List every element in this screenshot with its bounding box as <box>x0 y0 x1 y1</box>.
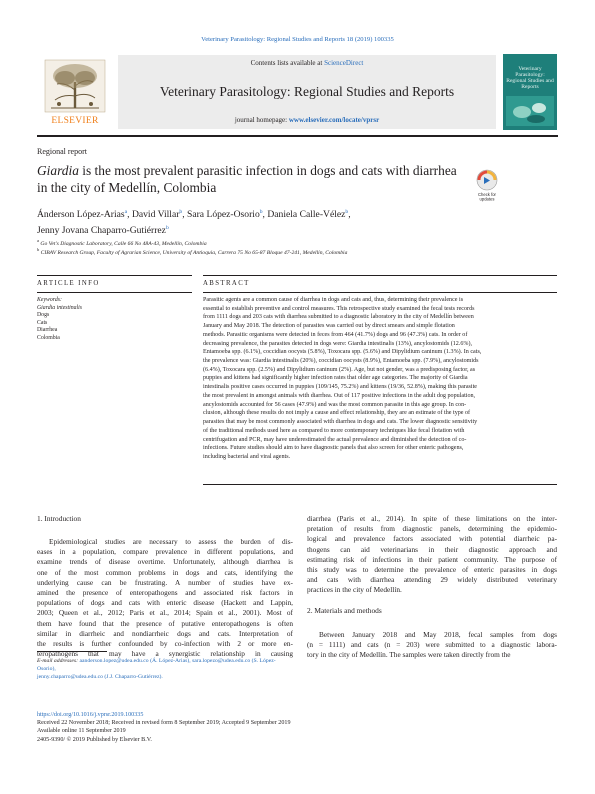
intro-line: similar in diarrheic and nondiarrheic dogs and cats. Interpretation of <box>37 628 293 638</box>
intro-line: teropathogens that may have a synergistic relationship in causing <box>37 649 293 659</box>
author[interactable]: Jenny Jovana Chaparro-Gutiérrez <box>37 225 166 237</box>
affiliation-a <box>37 238 557 247</box>
author[interactable]: David Villar <box>131 209 180 221</box>
received-dates: Received 22 November 2018; Received in revised form 8 September 2019; Accepted 9 September 2019 <box>37 720 291 727</box>
abstract-line: parasites that may be most commonly associated with diarrhea in dogs and cats. The lower diagnostic sensitivity <box>203 419 478 426</box>
author-affil-mark[interactable]: b <box>345 209 349 215</box>
sciencedirect-link[interactable]: ScienceDirect <box>324 59 364 67</box>
col2-line[interactable]: diarrhea (Paris et al., 2014). In spite of these limitations on the inter- <box>307 514 557 523</box>
affiliation-b <box>37 247 557 256</box>
email-link[interactable]: jenny.chaparro@udea.edu.co (J.J. Chaparro-Gutiérrez). <box>37 674 163 680</box>
intro-line: the results is further confounded by co-infection with 2 or more en- <box>37 639 293 649</box>
intro-line[interactable]: 2003; Queen et al., 2012; Paris et al., 2014; Spain et al., 2001). Most of <box>37 608 293 618</box>
running-head[interactable]: Veterinary Parasitology: Regional Studies and Reports 18 (2019) 100335 <box>201 36 394 43</box>
abstract-line: intestinalis positive cases occurred in puppies (109/145, 75.2%) and kittens (19/36, 52.8%), making this parasite <box>203 384 477 391</box>
methods-body <box>307 630 557 661</box>
author-affil-mark[interactable]: b <box>259 209 263 215</box>
intro-line: eases in a population, compare prevalence in different populations, and <box>37 547 293 557</box>
methods-heading: 2. Materials and methods <box>307 606 382 615</box>
homepage-prefix: journal homepage: <box>234 116 288 124</box>
abstract-heading: ABSTRACT <box>203 280 250 287</box>
abstract-line: the prevalence was: Giardia intestinalis (20%), coccidian oocysts (8.9%), Entamoeba spp. (7.9%), ancylostomids <box>203 358 479 365</box>
cover-title: Veterinary Parasitology: Regional Studies and Reports <box>506 66 554 90</box>
abstract-line: essential to establish preventive and control measures. This retrospective study examined the fecal tests records <box>203 305 475 312</box>
abstract-line: (6.4%), Toxocara spp. (2.5%) and Dipylidium caninum (2%). Age, but not gender, was a predisposing factor, as <box>203 366 476 373</box>
elsevier-wordmark: ELSEVIER <box>51 116 99 126</box>
author-affil-mark[interactable]: a <box>124 209 128 215</box>
paper-title-genus: Giardia <box>37 163 79 178</box>
author-affil-mark[interactable]: b <box>165 224 169 231</box>
intro-line: examine trends of disease overtime. Unfortunately, although diarrhea is <box>37 557 293 567</box>
intro-line: Epidemiological studies are necessary to assess the burden of dis- <box>49 537 293 546</box>
svg-text:Check for: Check for <box>478 192 496 197</box>
abstract-rule <box>203 292 557 293</box>
intro-body <box>37 537 293 659</box>
col2-line: estimating risk of infections in their patient community. The purpose of <box>307 554 557 564</box>
keywords-title: Keywords: <box>37 297 62 303</box>
article-type: Regional report <box>37 147 87 156</box>
col2-line: this study was to determine the prevalence of enteric parasites in dogs <box>307 565 557 575</box>
abstract-rule-top <box>203 275 557 276</box>
abstract-line: ancylostomids accounted for 56 cases (47.9%) and was the most common parasite in this age group. In con- <box>203 401 467 408</box>
keyword: Colombia <box>37 334 60 341</box>
article-info-rule-top <box>37 275 192 276</box>
journal-homepage <box>118 116 496 124</box>
methods-line: Between January 2018 and May 2018, fecal samples from dogs <box>319 630 557 639</box>
author-list: Ánderson López-Arias$^a$, David Villar$^b$, Sara López-Osorio$^b$, Daniela Calle-Vélez$^b$, Jenny Jovana Chaparro-Gutiérrez$^b$ <box>37 209 351 237</box>
article-info-heading: ARTICLE INFO <box>37 280 100 287</box>
affil-mark: b <box>37 247 40 252</box>
abstract-line: centrifugation and PCR, may have underestimated the actual prevalence and diminished the detection of co- <box>203 436 467 443</box>
keywords-block <box>37 297 82 342</box>
affil-mark: a <box>37 238 39 243</box>
svg-text:updates: updates <box>479 196 495 202</box>
affil-text: Go Vet's Diagnostic Laboratory, Calle 66 No 48A-43, Medellín, Colombia <box>40 240 207 247</box>
keyword: Cats <box>37 319 48 326</box>
cover-image <box>506 96 554 126</box>
keyword: Diarrhea <box>37 327 58 333</box>
email-links[interactable]: aanderson.lopez@udea.edu.co (Á. López-Arias), sara.lopezo@udea.edu.co (S. López-Osorio), <box>37 658 276 672</box>
author-affil-mark[interactable]: b <box>179 209 183 215</box>
author[interactable]: Sara López-Osorio <box>187 209 260 221</box>
abstract-line: puppies and kittens had significantly higher infection rates that older age categories. The majority of Giardia <box>203 375 468 382</box>
footnote-label: E-mail addresses: <box>37 658 79 664</box>
email-footnote <box>37 657 293 681</box>
affil-text: CIBAV Research Group, Faculty of Agrarian Science, University of Antioquia, Carrera 75 No 65-87 Bloque 47-241, Medellín, Colombia <box>40 249 348 256</box>
col2-line: pretation of results from diagnostic panels, determining the epidemio- <box>307 524 557 534</box>
intro-line: them have found that the presence of putative enteropathogens is often <box>37 618 293 628</box>
available-online: Available online 11 September 2019 <box>37 728 126 735</box>
abstract-line: January and May 2018. The detection of parasites was carried out by direct smears and simple flotation <box>203 323 455 330</box>
elsevier-tree-logo <box>37 56 113 114</box>
check-for-updates-icon[interactable] <box>473 168 501 202</box>
intro-line: amined the presence of enteropathogens and associated risk factors in <box>37 588 293 598</box>
methods-line: (n = 1111) and cats (n = 203) were submitted to a diagnostic labora- <box>307 640 557 650</box>
abstract-line: Parasitic agents are a common cause of diarrhea in dogs and cats and, thus, determining their prevalence is <box>203 297 464 303</box>
abstract-line: including bacterial and viral agents. <box>203 453 291 460</box>
paper-title <box>37 162 467 196</box>
article-footer <box>37 711 337 744</box>
footnote-rule <box>37 651 107 652</box>
intro-heading: 1. Introduction <box>37 514 81 523</box>
abstract-line: the most prevalent in amongst animals with diarrhea. Out of 117 positive infections in the adult dog population, <box>203 392 476 399</box>
journal-title: Veterinary Parasitology: Regional Studies and Reports <box>159 84 455 99</box>
intro-line[interactable]: populations of dogs and cats with enteric disease (Hackett and Lappin, <box>37 598 293 608</box>
abstract-rule-bottom <box>203 484 557 485</box>
keyword: Giardia intestinalis <box>37 304 83 311</box>
abstract-line: infections. Future studies should aim to have diagnostic panels that also screen for other enteric pathogens, <box>203 445 464 452</box>
keyword: Dogs <box>37 312 50 318</box>
author[interactable]: Daniela Calle-Vélez <box>267 209 346 221</box>
abstract-line: Entamoeba spp. (6.1%), coccidian oocysts (5.8%), Toxocara spp. (5.6%) and Dipylidium caninum (1.3%). In cats, <box>203 349 482 356</box>
contents-prefix: Contents lists available at <box>250 59 323 67</box>
homepage-link[interactable]: www.elsevier.com/locate/vprsr <box>288 116 380 124</box>
header-rule <box>37 135 558 137</box>
col2-line: thogens can aid veterinarians in their diagnostic approach and <box>307 544 557 554</box>
methods-line: tory in the city of Medellín. The samples were taken directly from the <box>307 650 511 660</box>
abstract-line: of the traditional methods used here as compared to more contemporary techniques like fecal flotation with <box>203 427 465 434</box>
col2-line: and cats with diarrhea attending 29 widely distributed veterinary <box>307 575 557 585</box>
col2-body <box>307 514 557 596</box>
intro-line: underlying cause can be frustrating. A number of studies have ex- <box>37 577 293 587</box>
author[interactable]: Ánderson López-Arias <box>37 209 125 221</box>
col2-line: practices in the city of Medellín. <box>307 585 402 595</box>
contents-line <box>118 59 496 67</box>
abstract-body <box>203 296 557 462</box>
intro-line: one of the most common problems in dogs and cats, identifying the <box>37 567 293 577</box>
abstract-line: from 1111 dogs and 203 cats with diarrhea submitted to a diagnostic laboratory in the city of Medellín between <box>203 314 474 321</box>
article-info-rule <box>37 292 192 293</box>
doi-link[interactable]: https://doi.org/10.1016/j.vprsr.2019.100335 <box>37 712 144 718</box>
abstract-line: decreasing prevalence, the parasites detected in dogs were: Giardia intestinalis (13%), ancylostomids (12.6%), <box>203 340 473 347</box>
paper-title-rest: is the most prevalent parasitic infection in dogs and cats with diarrhea in the city of Medellín, Colombia <box>37 163 457 195</box>
abstract-line: clusion, although these results do not imply a cause and effect relationship, they are an estimate of the type of <box>203 410 471 417</box>
col2-line: logical and prevalence factors associated with potential diarrheic pa- <box>307 534 557 544</box>
copyright: 2405-9390/ © 2019 Published by Elsevier B.V. <box>37 736 152 743</box>
abstract-line: methods. Parasitic organisms were detected in feces from 464 (41.7%) dogs and 96 (47.3%) cats. In order of <box>203 331 468 338</box>
